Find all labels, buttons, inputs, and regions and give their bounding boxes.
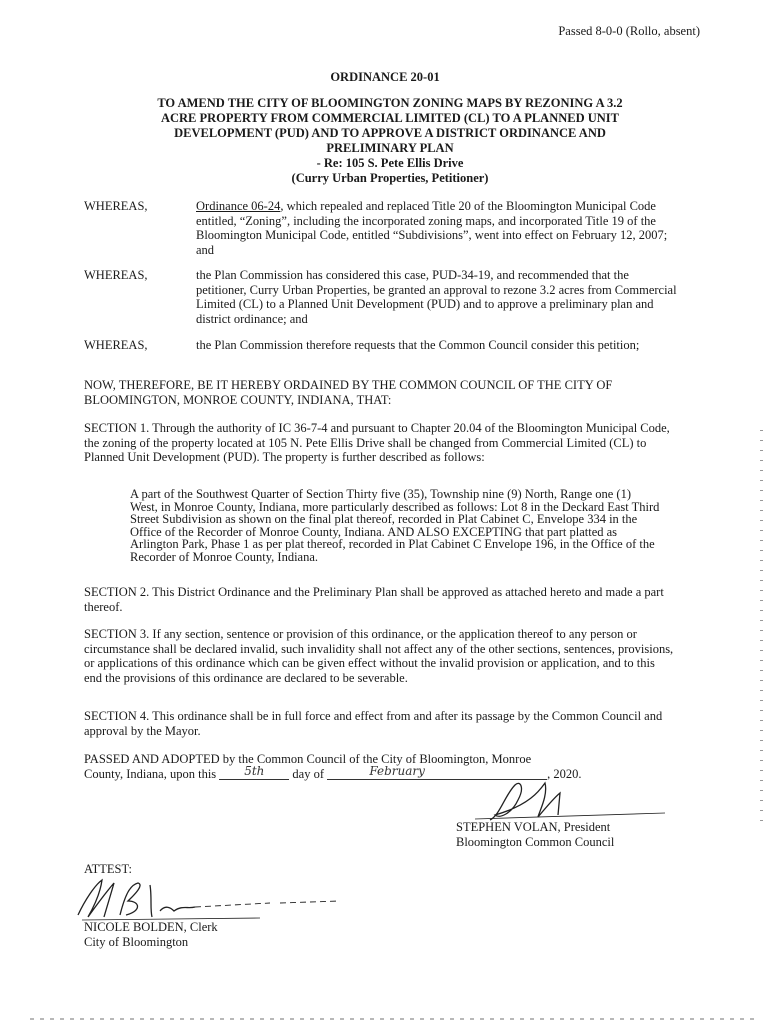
heading-line: - Re: 105 S. Pete Ellis Drive [316,156,464,170]
president-block [456,820,614,850]
day-of: day of [292,766,325,781]
whereas-label: WHEREAS, [84,338,148,352]
county-prefix: County, Indiana, upon this [84,766,217,781]
clerk-name: NICOLE BOLDEN, Clerk [84,920,218,934]
ordinance-heading [70,96,710,186]
section-4: SECTION 4. This ordinance shall be in full force and effect from and after its passage by the Common Council and approval by the Mayor. [84,709,663,738]
heading-line: TO AMEND THE CITY OF BLOOMINGTON ZONING MAPS BY REZONING A 3.2 [157,96,623,110]
heading-line: PRELIMINARY PLAN [326,141,454,155]
section-1: SECTION 1. Through the authority of IC 36-7-4 and pursuant to Chapter 20.04 of the Bloomington Municipal Code, the zoning of the property located at 105 N. Pete Ellis Drive shall be changed from Commercial Limited (CL) to Planned Unit Development (PUD). The property is further described as follows: [84,421,670,464]
whereas-text: the Plan Commission therefore requests that the Common Council consider this petition; [196,338,640,352]
clerk-signature [70,875,350,925]
year: , 2020. [547,766,582,781]
passed-line-1: PASSED AND ADOPTED by the Common Council of the City of Bloomington, Monroe [84,752,532,766]
day-blank [219,763,289,782]
passed-note: Passed 8-0-0 (Rollo, absent) [558,24,700,38]
ordinance-reference: Ordinance 06-24 [196,199,281,213]
president-org: Bloomington Common Council [456,835,615,849]
clerk-block [84,920,218,950]
whereas-text: the Plan Commission has considered this case, PUD-34-19, and recommended that the petitioner, Curry Urban Properties, be granted an approval to rezone 3.2 acres from Commercial Limited (CL) to a Planned Unit Development (PUD) and to approve a preliminary plan and district ordinance; and [196,268,677,326]
now-therefore-clause: NOW, THEREFORE, BE IT HEREBY ORDAINED BY THE COMMON COUNCIL OF THE CITY OF BLOOMINGTON, MONROE COUNTY, INDIANA, THAT: [84,378,613,407]
scan-margin-marks [760,430,764,830]
day-handwritten: 5th [244,763,265,778]
whereas-body: , which repealed and replaced Title 20 of the Bloomington Municipal Code entitled, “Zoning”, including the incorporated zoning maps, and incorporated Title 19 of the Bloomington Municipal Code, entitled “Subdivisions”, went into effect on February 12, 2007; and [196,199,668,257]
month-handwritten: February [369,763,425,778]
attest-label: ATTEST: [84,862,132,876]
clerk-org: City of Bloomington [84,935,189,949]
section-3: SECTION 3. If any section, sentence or provision of this ordinance, or the application thereof to any person or circumstance shall be declared invalid, such invalidity shall not affect any of the other sections, sentences, provisions, or applications of this ordinance which can be given effect without the invalid provision or application, and to this end the provisions of this ordinance are declared to be severable. [84,627,674,685]
heading-line: DEVELOPMENT (PUD) AND TO APPROVE A DISTRICT ORDINANCE AND [174,126,606,140]
legal-description: A part of the Southwest Quarter of Section Thirty five (35), Township nine (9) North, Range one (1) West, in Monroe County, Indiana, more particularly described as follows: Lot 8 in the Deckard East Third Street Subdivision as shown on the final plat thereof, recorded in Plat Cabinet C, Envelope 334 in the Office of the Recorder of Monroe County, Indiana. AND ALSO EXCEPTING that part platted as Arlington Park, Phase 1 as per plat thereof, recorded in Plat Cabinet C Envelope 196, in the Office of the Recorder of Monroe County, Indiana. [130,487,660,564]
president-name: STEPHEN VOLAN, President [456,820,611,834]
whereas-label: WHEREAS, [84,268,148,282]
heading-line: ACRE PROPERTY FROM COMMERCIAL LIMITED (CL) TO A PLANNED UNIT [160,111,620,125]
whereas-text [196,199,678,257]
scan-bottom-edge [30,1018,760,1020]
ordinance-number: ORDINANCE 20-01 [330,70,440,84]
heading-line: (Curry Urban Properties, Petitioner) [291,171,489,185]
whereas-label: WHEREAS, [84,199,148,213]
section-2: SECTION 2. This District Ordinance and the Preliminary Plan shall be approved as attached hereto and made a part thereof. [84,585,664,614]
